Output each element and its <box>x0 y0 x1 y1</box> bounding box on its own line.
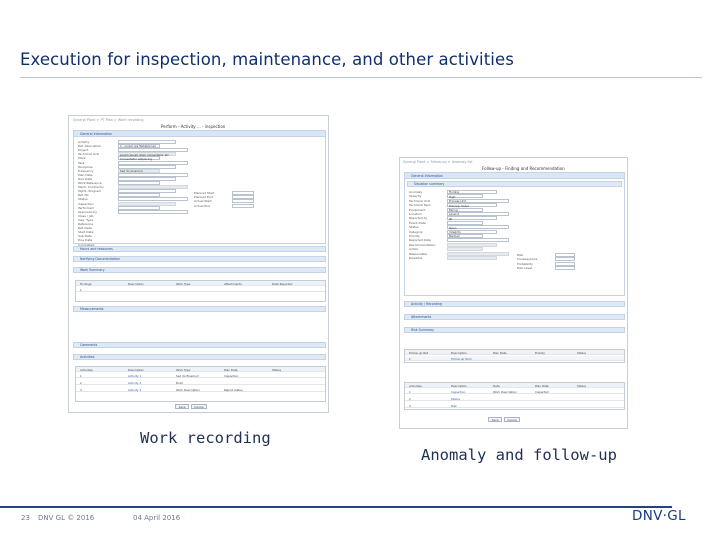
form-field[interactable] <box>447 243 497 247</box>
column-header: Follow-up Ref. <box>409 350 429 355</box>
form-label: Event Date <box>409 220 426 225</box>
form-label: Category <box>409 229 423 234</box>
form-label: Severity <box>409 194 422 199</box>
table-cell: Work Description <box>493 389 517 394</box>
section-bar[interactable]: Attachments <box>404 314 625 320</box>
form-label: Plant <box>78 156 86 161</box>
form-field-value: Lorem Ipsum dolor consectetur etc <box>120 152 169 157</box>
form-label: Project <box>78 148 89 153</box>
form-field-value: Open <box>449 225 457 230</box>
form-label: Discipline <box>78 164 93 169</box>
table-row[interactable] <box>76 287 325 292</box>
form-label: Insp. Type <box>78 217 94 222</box>
column-header: Description <box>451 350 467 355</box>
section-bar[interactable]: Activities <box>73 354 326 360</box>
situation-summary-panel <box>404 172 625 296</box>
column-header: Plan Date <box>535 383 549 388</box>
form-label: Consequence <box>517 257 538 262</box>
form-field-value: 1 - Lorem ips Testable tex <box>120 144 156 149</box>
activities-table <box>404 382 625 410</box>
form-field[interactable] <box>555 257 575 261</box>
column-header: Description <box>128 367 144 372</box>
footer-divider <box>0 506 672 508</box>
form-label: Probability <box>517 261 533 266</box>
column-header: Attachments <box>224 281 242 286</box>
caption-work-recording: Work recording <box>140 429 271 447</box>
table-cell: 1 <box>409 356 411 361</box>
section-bar[interactable]: Comments <box>73 342 326 348</box>
table-header-row <box>76 367 325 372</box>
form-label: Ref. Date <box>78 226 92 231</box>
form-label: Due Date <box>78 176 93 181</box>
caption-anomaly-followup: Anomaly and follow-up <box>421 446 617 464</box>
form-field-value: Sed do eiusmod <box>120 169 143 173</box>
cancel-button[interactable]: Cancel <box>504 417 520 422</box>
table-row[interactable] <box>76 373 325 378</box>
breadcrumb: Synergi Plant > PT Plan > Work recording <box>73 118 144 122</box>
column-header: Date <box>493 383 500 388</box>
form-label: Technical Item <box>409 203 431 208</box>
form-label: Risk <box>517 253 524 257</box>
form-field-value: High <box>449 194 456 199</box>
form-field-value: Piping <box>449 207 458 212</box>
work-summary-table <box>75 280 326 302</box>
form-label: Deadline <box>409 256 423 260</box>
form-field-value: Finding <box>449 190 460 195</box>
column-header: Findings <box>80 281 92 286</box>
form-label: Ref. No <box>78 193 89 198</box>
form-label: Priority <box>409 234 420 238</box>
form-field-value: Integrity <box>449 229 461 234</box>
column-header: Activities <box>409 383 422 388</box>
activities-table <box>75 366 326 402</box>
form-label: Inspection <box>78 201 94 206</box>
form-label: Technical Unit <box>409 198 430 203</box>
table-cell: 2 <box>409 396 411 401</box>
table-row[interactable] <box>405 403 624 408</box>
table-cell: 1 <box>80 287 82 292</box>
table-header-row <box>76 281 325 286</box>
form-label: Risk Level <box>517 266 533 271</box>
table-cell: Work Description <box>176 387 200 392</box>
form-field[interactable] <box>555 262 575 266</box>
form-label: Technical Unit <box>78 152 99 157</box>
table-cell: Activity 3 <box>128 387 142 392</box>
form-label: Plan Date <box>78 172 93 177</box>
form-field-value: JD <box>449 216 452 221</box>
form-label: Mgmt. Program <box>78 189 102 194</box>
column-header: Status <box>577 350 586 355</box>
table-cell: Dolor <box>176 380 184 385</box>
form-field-value: Process Unit <box>449 199 467 204</box>
column-header: Work Type <box>176 367 191 372</box>
column-header: Activities <box>80 367 93 372</box>
copyright: DNV GL © 2016 <box>38 514 95 522</box>
form-label: Activity <box>78 140 90 144</box>
column-header: Plan Date <box>224 367 238 372</box>
table-header-row <box>405 350 624 355</box>
column-header: Description <box>128 281 144 286</box>
form-label: Planned End <box>194 195 213 200</box>
table-cell: Inspected <box>535 389 549 394</box>
title-divider <box>20 77 702 78</box>
table-cell: 3 <box>409 403 411 408</box>
column-header: Date Reported <box>272 281 293 286</box>
form-label: Work Reference <box>78 181 102 185</box>
table-cell: 1 <box>80 373 82 378</box>
dnv-gl-logo: DNV·GL <box>632 508 686 524</box>
table-row[interactable] <box>76 380 325 385</box>
section-bar[interactable]: Activity / Recording <box>404 301 625 307</box>
column-header: Description <box>451 383 467 388</box>
table-cell: Status <box>451 396 460 401</box>
form-field-value: Level 2 <box>449 212 460 217</box>
form-label: Equipment <box>409 207 426 212</box>
general-info-panel <box>73 130 326 247</box>
save-button[interactable]: Save <box>175 404 189 409</box>
form-label: Class / Job <box>78 213 94 218</box>
form-field-value: Consectetur adipiscing <box>120 156 153 161</box>
window-title: Follow-up - Finding and Recommendation <box>482 166 565 171</box>
form-field[interactable] <box>555 266 575 270</box>
form-label: Reference <box>78 222 94 226</box>
form-label: Sub Date <box>78 234 92 239</box>
table-cell: Activity 2 <box>128 380 142 385</box>
section-bar[interactable]: Hours and resources <box>73 246 326 252</box>
table-cell: Follow-up Item <box>451 356 472 361</box>
section-bar[interactable]: Notifying Documentation <box>73 256 326 262</box>
cancel-button[interactable]: Cancel <box>191 404 207 409</box>
form-field[interactable] <box>447 256 497 260</box>
section-bar[interactable]: Risk Summary <box>404 327 625 333</box>
form-label: Action <box>409 247 419 252</box>
table-row[interactable] <box>405 396 624 401</box>
general-info-header[interactable]: General Information <box>405 173 624 179</box>
form-field[interactable] <box>232 204 254 208</box>
form-label: Reported by <box>409 216 428 221</box>
page-number: 23 <box>21 514 30 522</box>
column-header: Status <box>577 383 586 388</box>
table-cell: Risk <box>451 403 457 408</box>
situation-summary-header[interactable]: Situation summary <box>407 181 622 187</box>
form-field-value: Medium <box>449 234 461 239</box>
table-cell: Activity 1 <box>128 373 142 378</box>
form-label: Recommendation <box>409 242 436 247</box>
form-label: Responsible <box>409 251 427 256</box>
form-label: Reported Date <box>409 238 431 243</box>
table-cell: 2 <box>80 380 82 385</box>
form-label: Status <box>409 225 419 230</box>
anomaly-followup-screenshot <box>399 157 628 429</box>
form-label: Completed <box>78 242 95 247</box>
form-label: Anomaly <box>409 190 423 194</box>
table-row[interactable] <box>76 387 325 392</box>
table-header-row <box>405 383 624 388</box>
form-label: Due Date <box>78 238 93 243</box>
column-header: Status <box>272 367 281 372</box>
form-label: Actual Start <box>194 199 212 204</box>
table-cell: 1 <box>409 389 411 394</box>
form-label: Approved by <box>78 209 98 214</box>
form-label: Planned Start <box>194 191 215 195</box>
footer-date: 04 April 2016 <box>133 514 181 522</box>
work-recording-screenshot <box>68 115 329 413</box>
table-cell: Inspection <box>224 373 239 378</box>
form-field[interactable] <box>447 238 509 242</box>
table-row[interactable] <box>405 389 624 394</box>
form-field-value: Discrep. Valve <box>449 203 469 208</box>
form-label: Task <box>78 160 85 165</box>
slide-title: Execution for inspection, maintenance, and other activities <box>20 50 514 69</box>
section-bar[interactable]: Measurements <box>73 306 326 312</box>
general-info-header[interactable]: General Information <box>74 131 325 137</box>
form-label: Ref. description <box>78 144 102 149</box>
form-field[interactable] <box>555 253 575 257</box>
form-label: Frequency <box>78 168 94 173</box>
breadcrumb: Synergi Plant > Follow-up > Anomaly list <box>403 160 473 164</box>
form-label: Location <box>409 212 422 216</box>
table-cell: Sed do Eiusmod <box>176 373 199 378</box>
save-button[interactable]: Save <box>488 417 502 422</box>
table-cell: 3 <box>80 387 82 392</box>
form-field[interactable] <box>447 216 497 220</box>
form-label: Performed <box>78 205 94 210</box>
followup-table <box>404 349 625 363</box>
form-label: Actual End <box>194 203 211 208</box>
form-label: Start Date <box>78 230 94 235</box>
form-field[interactable] <box>447 247 483 251</box>
column-header: Plan Date <box>493 350 507 355</box>
form-field[interactable] <box>447 252 509 256</box>
table-cell: Inspection <box>451 389 466 394</box>
table-row[interactable] <box>405 356 624 361</box>
form-label: Mech. Contractor <box>78 185 104 190</box>
column-header: Priority <box>535 350 545 355</box>
column-header: Work Type <box>176 281 191 286</box>
window-title: Perform - Activity ... - inspection <box>161 124 226 129</box>
form-label: Status <box>78 197 88 202</box>
section-bar[interactable]: Work Summary <box>73 267 326 273</box>
form-field[interactable] <box>118 210 188 214</box>
form-field[interactable] <box>447 221 483 225</box>
table-cell: Report status <box>224 387 243 392</box>
